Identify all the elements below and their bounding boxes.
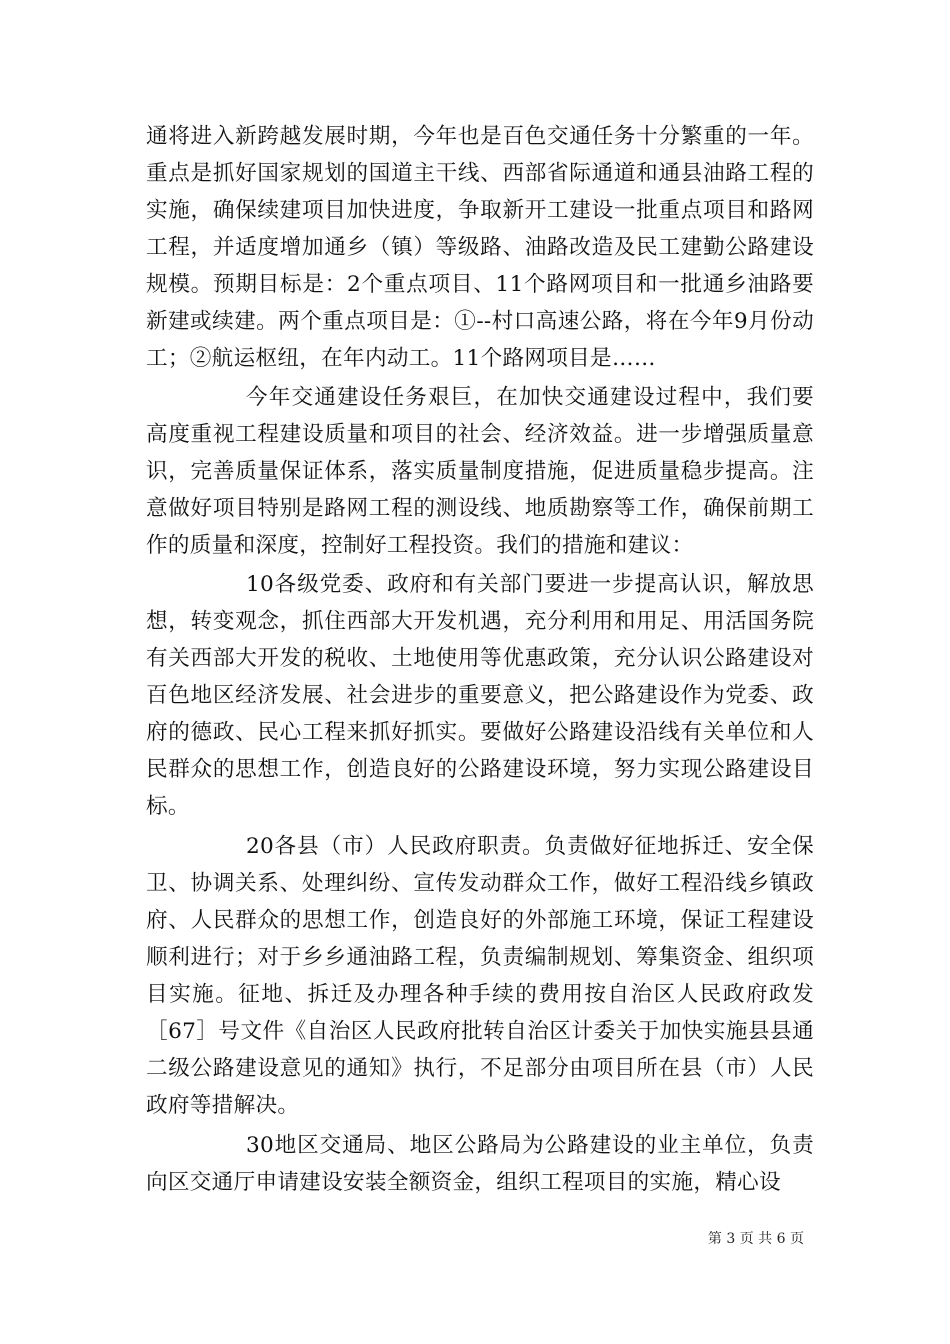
paragraph-measure-2: 20各县（市）人民政府职责。负责做好征地拆迁、安全保卫、协调关系、处理纠纷、宣传发动群众工作，做好工程沿线乡镇政府、人民群众的思想工作，创造良好的外部施工环境，保证工程建设顺利进行；对于乡乡通油路工程，负责编制规划、筹集资金、组织项目实施。征地、拆迁及办理各种手续的费用按自治区人民政府政发［67］号文件《自治区人民政府批转自治区计委关于加快实施县县通二级公路建设意见的通知》执行，不足部分由项目所在县（市）人民政府等措解决。 [146, 834, 814, 1118]
paragraph-quality: 今年交通建设任务艰巨，在加快交通建设过程中，我们要高度重视工程建设质量和项目的社会、经济效益。进一步增强质量意识，完善质量保证体系，落实质量制度措施，促进质量稳步提高。注意做好项目特别是路网工程的测设线、地质勘察等工作，确保前期工作的质量和深度，控制好工程投资。我们的措施和建议： [146, 385, 814, 558]
paragraph-traffic-goals: 通将进入新跨越发展时期，今年也是百色交通任务十分繁重的一年。重点是抓好国家规划的国道主干线、西部省际通道和通县油路工程的实施，确保续建项目加快进度，争取新开工建设一批重点项目和路网工程，并适度增加通乡（镇）等级路、油路改造及民工建勤公路建设规模。预期目标是：2个重点项目、11个路网项目和一批通乡油路要新建或续建。两个重点项目是：①--村口高速公路，将在今年9月份动工；②航运枢纽，在年内动工。11个路网项目是…… [146, 124, 814, 371]
page-number-footer: 第 3 页 共 6 页 [707, 1231, 804, 1247]
paragraph-measure-1: 10各级党委、政府和有关部门要进一步提高认识，解放思想，转变观念，抓住西部大开发机遇，充分利用和用足、用活国务院有关西部大开发的税收、土地使用等优惠政策，充分认识公路建设对百色地区经济发展、社会进步的重要意义，把公路建设作为党委、政府的德政、民心工程来抓好抓实。要做好公路建设沿线有关单位和人民群众的思想工作，创造良好的公路建设环境，努力实现公路建设目标。 [146, 572, 814, 819]
document-body [146, 118, 814, 1201]
paragraph-measure-3: 30地区交通局、地区公路局为公路建设的业主单位，负责向区交通厅申请建设安装全额资金，组织工程项目的实施，精心设 [146, 1133, 814, 1195]
